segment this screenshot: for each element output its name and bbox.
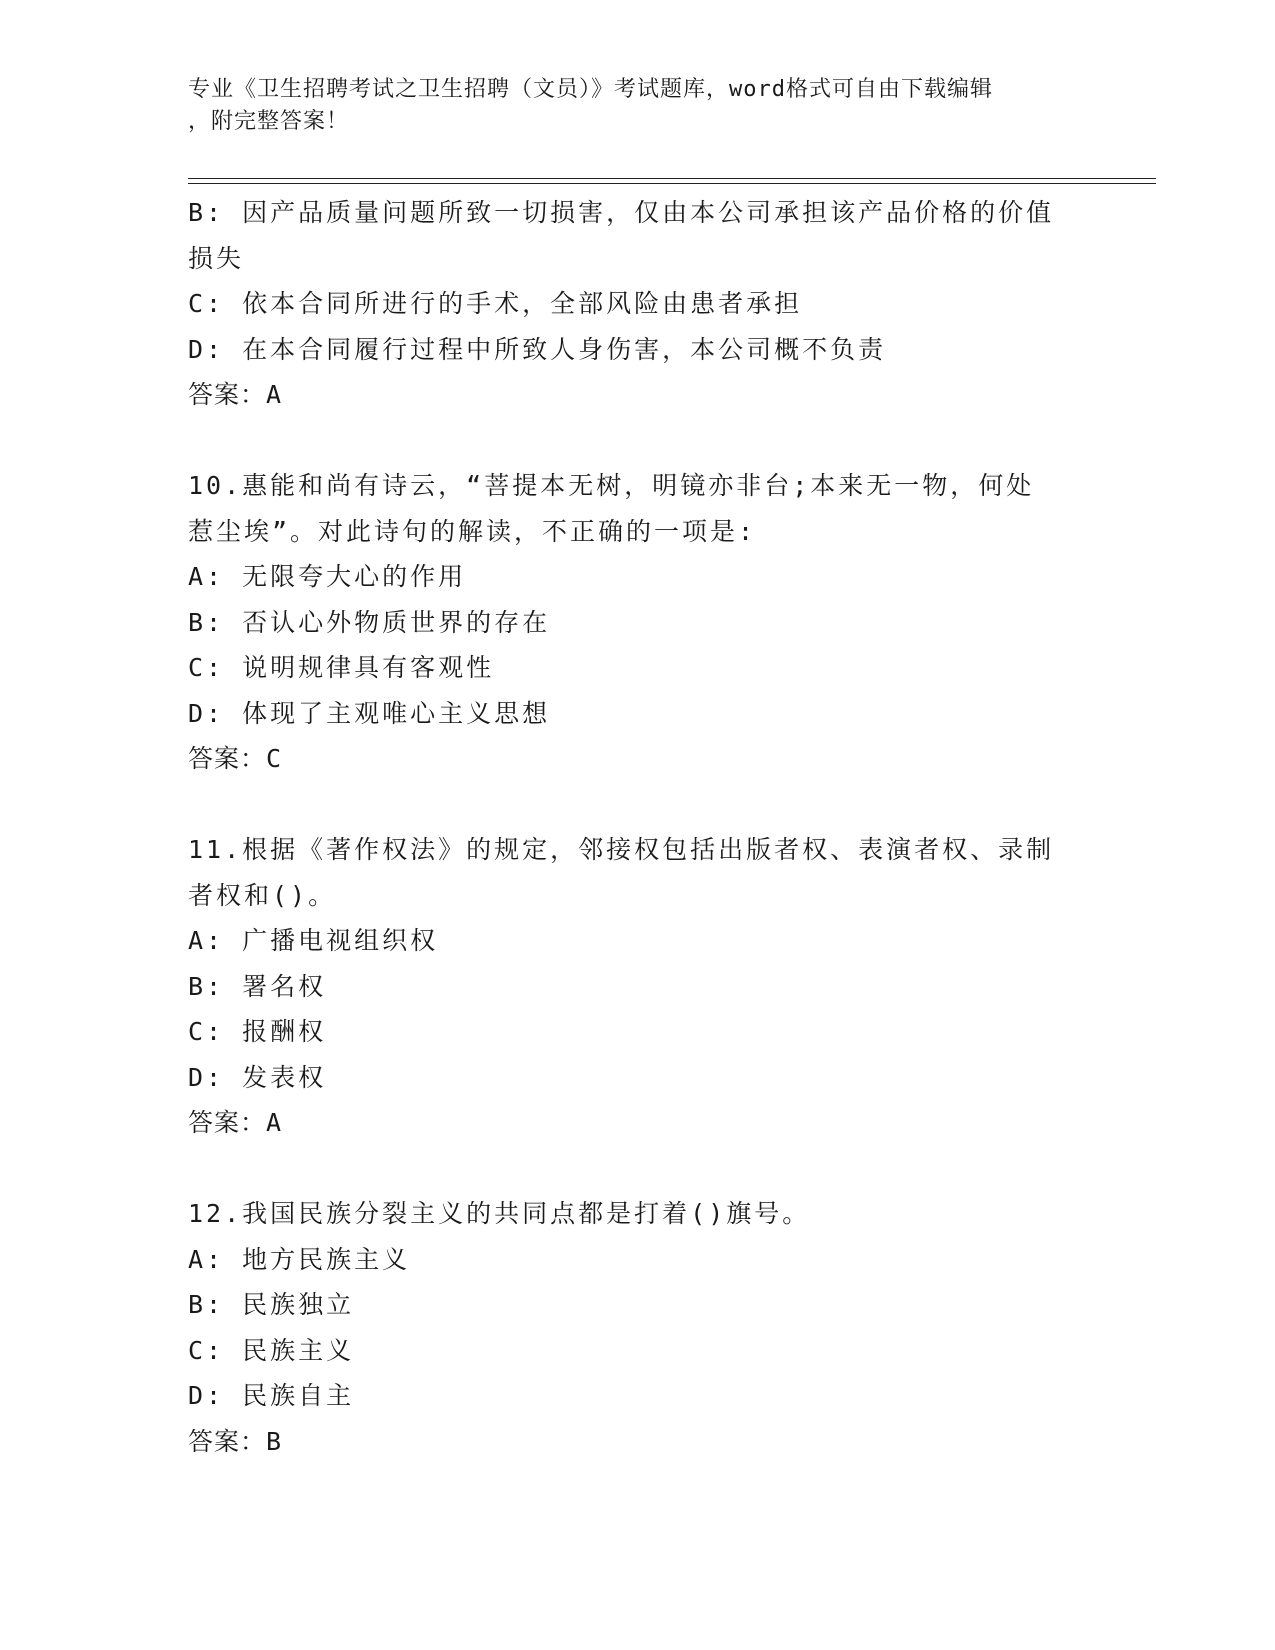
option-d: D: 民族自主 [188, 1381, 355, 1410]
answer-line: 答案：A [188, 380, 283, 409]
option-b-line-1: B: 因产品质量问题所致一切损害，仅由本公司承担该产品价格的价值 [188, 198, 1055, 227]
question-stem-line-2: 者权和()。 [188, 880, 337, 910]
previous-question-block [188, 190, 1088, 418]
header-divider-top [188, 178, 1156, 179]
answer-line: 答案：A [188, 1108, 283, 1137]
question-11-block [188, 827, 1088, 1146]
answer-line: 答案：C [188, 744, 283, 773]
option-c: C: 依本合同所进行的手术，全部风险由患者承担 [188, 289, 803, 318]
header-divider-bottom [188, 183, 1156, 184]
option-a: A: 地方民族主义 [188, 1244, 411, 1274]
option-a: A: 广播电视组织权 [188, 926, 439, 955]
question-stem-line-2: 惹尘埃”。对此诗句的解读，不正确的一项是: [188, 516, 757, 546]
document-header [188, 74, 1088, 138]
question-12-block [188, 1191, 1088, 1464]
option-d: D: 发表权 [188, 1062, 327, 1092]
header-line-1: 专业《卫生招聘考试之卫生招聘（文员）》考试题库，word格式可自由下载编辑 [188, 77, 993, 102]
question-10-block [188, 463, 1088, 782]
option-b: B: 民族独立 [188, 1290, 355, 1319]
option-d: D: 在本合同履行过程中所致人身伤害，本公司概不负责 [188, 334, 887, 364]
spacer [188, 418, 1088, 464]
option-b: B: 否认心外物质世界的存在 [188, 607, 551, 637]
option-b-line-2: 损失 [188, 243, 245, 273]
question-stem-line-1: 11.根据《著作权法》的规定，邻接权包括出版者权、表演者权、录制 [188, 835, 1055, 864]
question-list [188, 190, 1088, 1464]
header-line-2: ，附完整答案！ [188, 109, 350, 134]
spacer [188, 782, 1088, 828]
answer-line: 答案：B [188, 1426, 283, 1456]
option-c: C: 报酬权 [188, 1017, 327, 1046]
spacer [188, 1146, 1088, 1192]
option-c: C: 民族主义 [188, 1335, 355, 1365]
option-c: C: 说明规律具有客观性 [188, 653, 495, 682]
option-a: A: 无限夸大心的作用 [188, 562, 467, 591]
question-stem-line-1: 12.我国民族分裂主义的共同点都是打着()旗号。 [188, 1199, 811, 1228]
option-b: B: 署名权 [188, 971, 327, 1001]
question-stem-line-1: 10.惠能和尚有诗云，“菩提本无树，明镜亦非台;本来无一物，何处 [188, 471, 1035, 500]
option-d: D: 体现了主观唯心主义思想 [188, 698, 551, 728]
